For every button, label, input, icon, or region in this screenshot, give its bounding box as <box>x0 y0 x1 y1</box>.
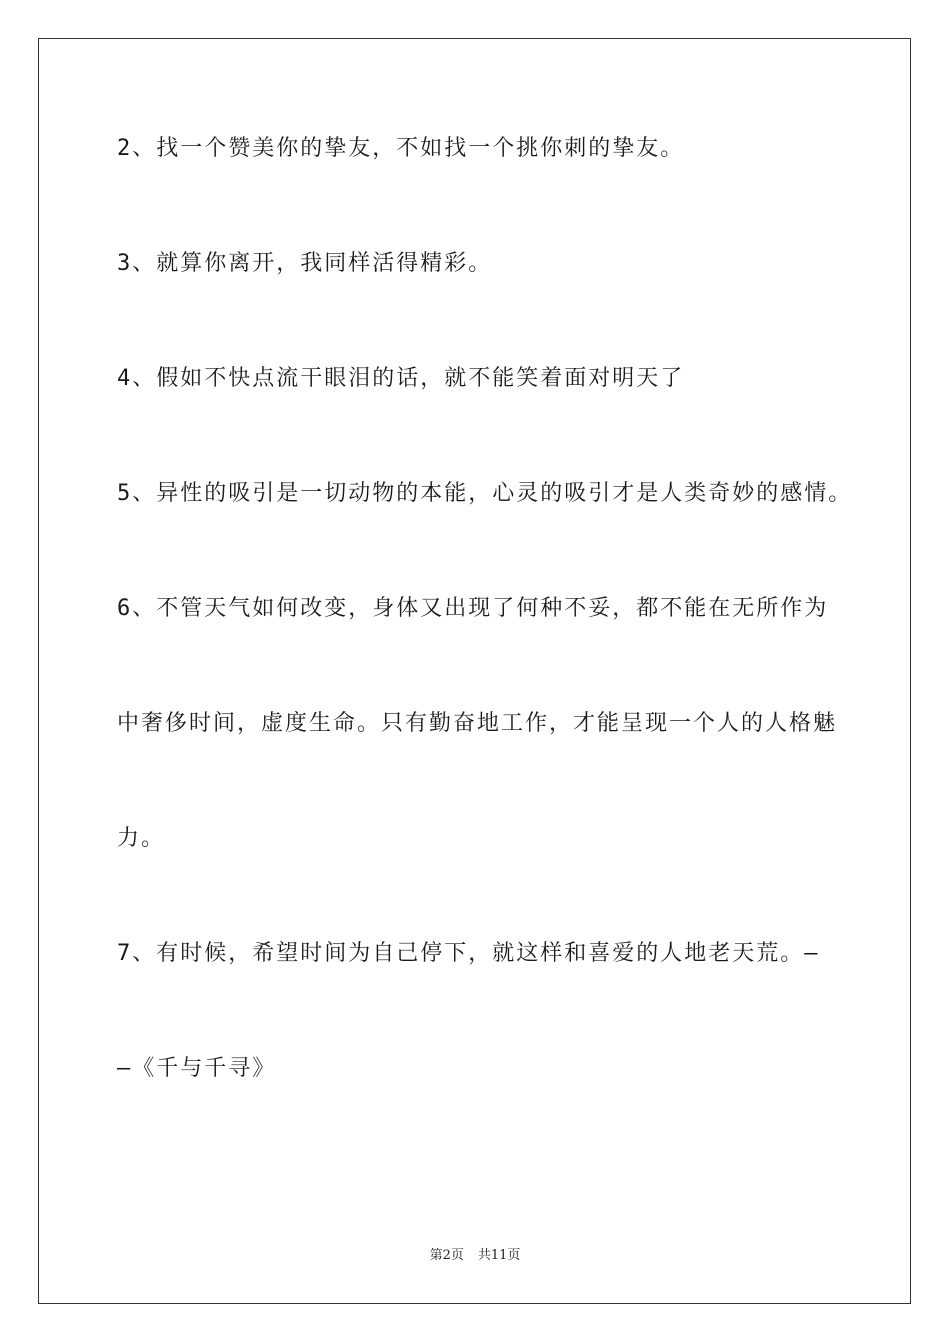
page-number: 第2页 <box>429 1248 464 1263</box>
text-line: 4、假如不快点流干眼泪的话，就不能笑着面对明天了 <box>117 366 685 391</box>
page-total: 共11页 <box>477 1248 521 1263</box>
text-line: —《千与千寻》 <box>117 1056 277 1081</box>
text-line: 6、不管天气如何改变，身体又出现了何种不妥，都不能在无所作为 <box>117 596 829 621</box>
page-footer <box>0 1248 950 1264</box>
text-line: 5、异性的吸引是一切动物的本能，心灵的吸引才是人类奇妙的感情。 <box>117 481 853 506</box>
text-line: 力。 <box>117 826 166 851</box>
text-line: 中奢侈时间，虚度生命。只有勤奋地工作，才能呈现一个人的人格魅 <box>117 711 838 736</box>
text-line: 7、有时候，希望时间为自己停下，就这样和喜爱的人地老天荒。— <box>117 941 820 966</box>
page-frame <box>38 38 911 1304</box>
text-line: 2、找一个赞美你的挚友，不如找一个挑你刺的挚友。 <box>117 136 685 161</box>
text-line: 3、就算你离开，我同样活得精彩。 <box>117 251 493 276</box>
